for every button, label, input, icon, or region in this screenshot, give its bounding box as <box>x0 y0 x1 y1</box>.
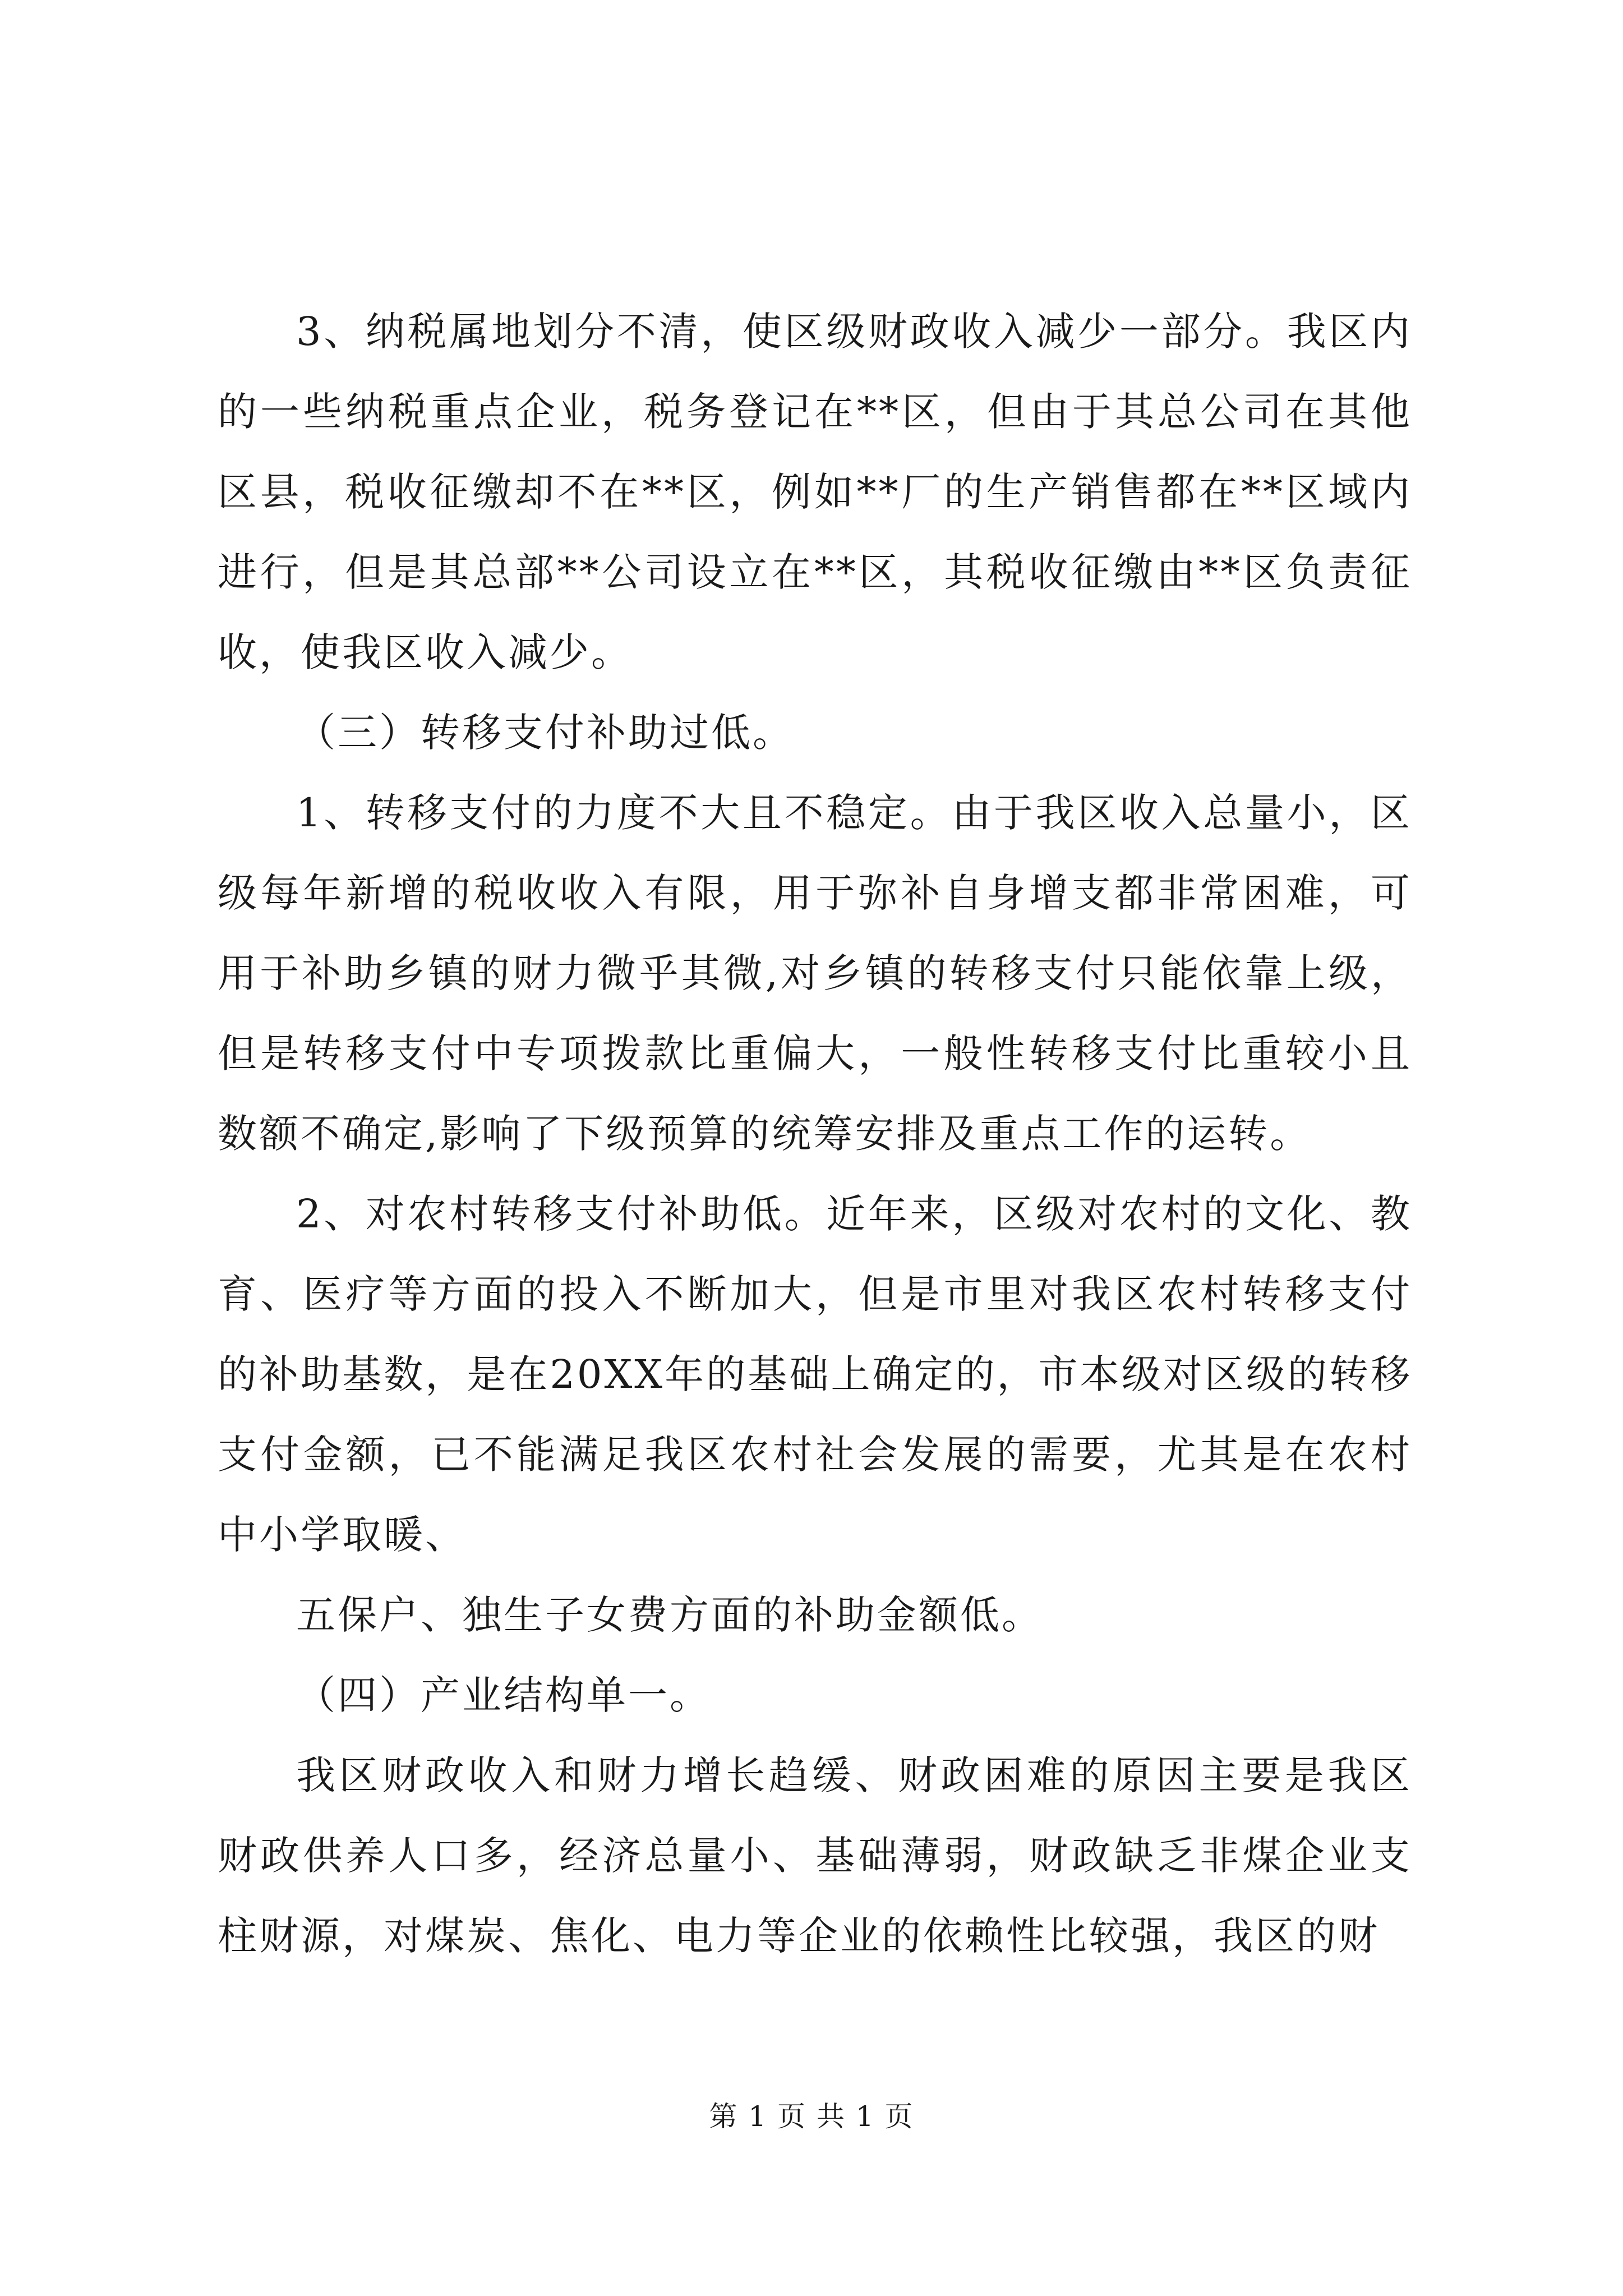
document-body <box>218 292 1412 1976</box>
paragraph-tax-jurisdiction: 3、纳税属地划分不清，使区级财政收入减少一部分。我区内的一些纳税重点企业，税务登记在**区，但由于其总公司在其他区县，税收征缴却不在**区，例如**厂的生产销售都在**区域内进行，但是其总部**公司设立在**区，其税收征缴由**区负责征收，使我区收入减少。 <box>218 309 1412 675</box>
section-heading-industry-structure: （四）产业结构单一。 <box>296 1672 711 1718</box>
paragraph-rural-transfer: 2、对农村转移支付补助低。近年来，区级对农村的文化、教育、医疗等方面的投入不断加大，但是市里对我区农村转移支付的补助基数，是在20XX年的基础上确定的，市本级对区级的转移支付金额，已不能满足我区农村社会发展的需要，尤其是在农村中小学取暖、 <box>218 1191 1412 1558</box>
page-number-footer: 第 1 页 共 1 页 <box>709 2100 914 2133</box>
paragraph-transfer-instability: 1、转移支付的力度不大且不稳定。由于我区收入总量小，区级每年新增的税收收入有限，用于弥补自身增支都非常困难，可用于补助乡镇的财力微乎其微,对乡镇的转移支付只能依靠上级，但是转移支付中专项拨款比重偏大，一般性转移支付比重较小且数额不确定,影响了下级预算的统筹安排及重点工作的运转。 <box>218 790 1412 1157</box>
paragraph-fiscal-difficulty: 我区财政收入和财力增长趋缓、财政困难的原因主要是我区财政供养人口多，经济总量小、基础薄弱，财政缺乏非煤企业支柱财源，对煤炭、焦化、电力等企业的依赖性比较强，我区的财 <box>218 1752 1412 1959</box>
paragraph-subsidy-low: 五保户、独生子女费方面的补助金额低。 <box>296 1592 1043 1638</box>
section-heading-transfer-payment: （三）转移支付补助过低。 <box>296 710 794 756</box>
